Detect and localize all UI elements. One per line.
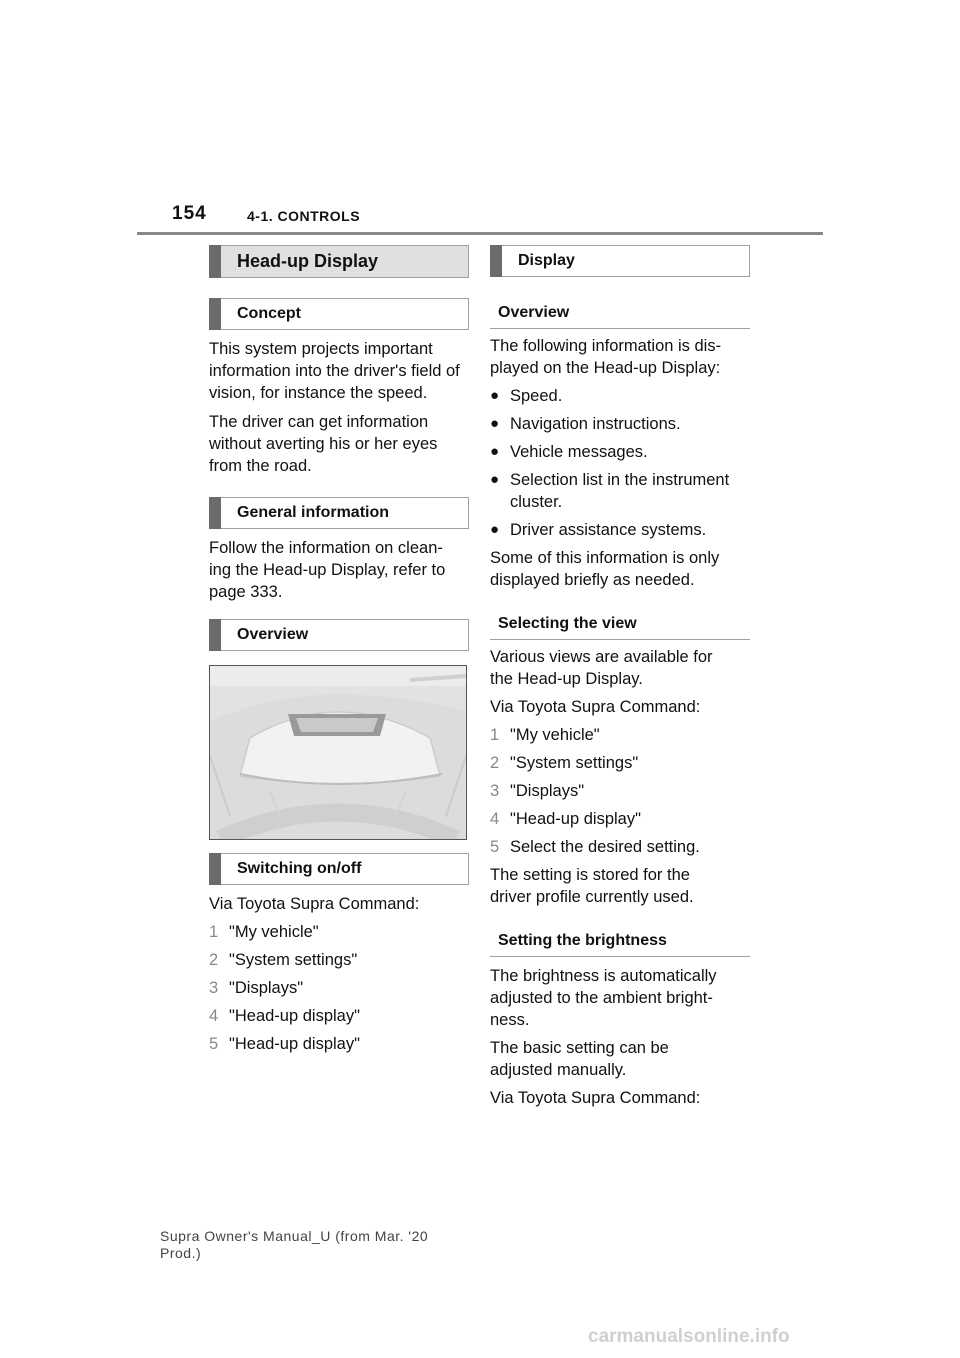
bullet-item — [490, 519, 750, 541]
head-up-display-illustration — [209, 665, 467, 840]
step-text: "Displays" — [510, 782, 585, 800]
bullet-item — [490, 469, 750, 513]
bullet-icon: ● — [490, 443, 500, 460]
left-column — [209, 245, 469, 1055]
heading-overview — [490, 298, 750, 329]
paragraph: Via Toyota Supra Command: — [490, 698, 701, 716]
paragraph: The basic setting can be adjusted manually. — [490, 1039, 669, 1079]
bullet-text: Selection list in the instrument cluster. — [510, 471, 730, 511]
step-text: "Head-up display" — [229, 1007, 360, 1025]
step-number: 5 — [490, 838, 500, 856]
bullet-text: Driver assistance systems. — [510, 521, 707, 539]
paragraph: Follow the information on clean-ing the Head-up Display, refer to page 333. — [209, 539, 446, 601]
bullet-item — [490, 441, 750, 463]
heading-display — [490, 245, 750, 277]
heading-bar — [209, 298, 221, 330]
step-item — [490, 752, 750, 774]
step-item — [209, 1033, 469, 1055]
step-item — [490, 808, 750, 830]
step-item — [490, 780, 750, 802]
bullet-item — [490, 385, 750, 407]
heading-bar — [209, 619, 221, 651]
step-text: "My vehicle" — [229, 923, 319, 941]
paragraph: The following information is dis-played on the Head-up Display: — [490, 337, 722, 377]
heading-label: Selecting the view — [498, 615, 637, 632]
heading-general-information — [209, 497, 469, 529]
step-text: "My vehicle" — [510, 726, 600, 744]
paragraph: The brightness is automatically adjusted to the ambient bright-ness. — [490, 967, 717, 1029]
footer-text: Supra Owner's Manual_U (from Mar. '20 Prod.) — [160, 1228, 429, 1261]
paragraph: The setting is stored for the driver profile currently used. — [490, 866, 694, 906]
step-number: 3 — [209, 979, 219, 997]
step-item — [209, 949, 469, 971]
step-text: "System settings" — [229, 951, 358, 969]
step-number: 5 — [209, 1035, 219, 1053]
right-column — [490, 245, 750, 1109]
bullet-icon: ● — [490, 387, 500, 404]
heading-overview — [209, 619, 469, 651]
heading-label: Head-up Display — [237, 251, 379, 271]
step-number: 4 — [490, 810, 500, 828]
heading-bar — [209, 245, 221, 278]
bullet-icon: ● — [490, 471, 500, 488]
watermark: carmanualsonline.info — [588, 1326, 790, 1347]
paragraph: Via Toyota Supra Command: — [490, 1089, 701, 1107]
bullet-text: Vehicle messages. — [510, 443, 648, 461]
paragraph: Via Toyota Supra Command: — [209, 895, 420, 913]
heading-label: Display — [518, 252, 575, 269]
step-text: Select the desired setting. — [510, 838, 700, 856]
step-number: 1 — [209, 923, 219, 941]
step-number: 4 — [209, 1007, 219, 1025]
paragraph: Some of this information is only displayed briefly as needed. — [490, 549, 720, 589]
heading-label: Setting the brightness — [498, 932, 667, 949]
step-item — [490, 836, 750, 858]
step-item — [490, 724, 750, 746]
bullet-icon: ● — [490, 521, 500, 538]
step-item — [209, 1005, 469, 1027]
step-number: 2 — [490, 754, 500, 772]
bullet-text: Navigation instructions. — [510, 415, 681, 433]
bullet-item — [490, 413, 750, 435]
step-number: 2 — [209, 951, 219, 969]
step-item — [209, 921, 469, 943]
step-number: 1 — [490, 726, 500, 744]
paragraph: This system projects important information into the driver's field of vision, for instance the speed. — [209, 340, 460, 402]
header-rule — [137, 232, 823, 235]
step-text: "Head-up display" — [229, 1035, 360, 1053]
heading-label: Overview — [498, 304, 570, 321]
heading-bar — [209, 497, 221, 529]
heading-selecting-the-view — [490, 609, 750, 640]
heading-label: General information — [237, 504, 390, 521]
heading-head-up-display — [209, 245, 469, 278]
step-text: "System settings" — [510, 754, 639, 772]
heading-bar — [490, 245, 502, 277]
paragraph: Various views are available for the Head-up Display. — [490, 648, 713, 688]
heading-label: Concept — [237, 305, 301, 322]
heading-bar — [209, 853, 221, 885]
step-number: 3 — [490, 782, 500, 800]
dashboard-illustration — [210, 666, 466, 839]
heading-setting-the-brightness — [490, 926, 750, 957]
bullet-icon: ● — [490, 415, 500, 432]
heading-switching-on-off — [209, 853, 469, 885]
heading-label: Overview — [237, 626, 309, 643]
heading-concept — [209, 298, 469, 330]
step-item — [209, 977, 469, 999]
heading-label: Switching on/off — [237, 860, 362, 877]
paragraph: The driver can get information without averting his or her eyes from the road. — [209, 413, 438, 475]
page-number: 154 — [172, 203, 207, 224]
bullet-text: Speed. — [510, 387, 563, 405]
section-title: 4-1. CONTROLS — [247, 208, 361, 224]
step-text: "Head-up display" — [510, 810, 641, 828]
step-text: "Displays" — [229, 979, 304, 997]
